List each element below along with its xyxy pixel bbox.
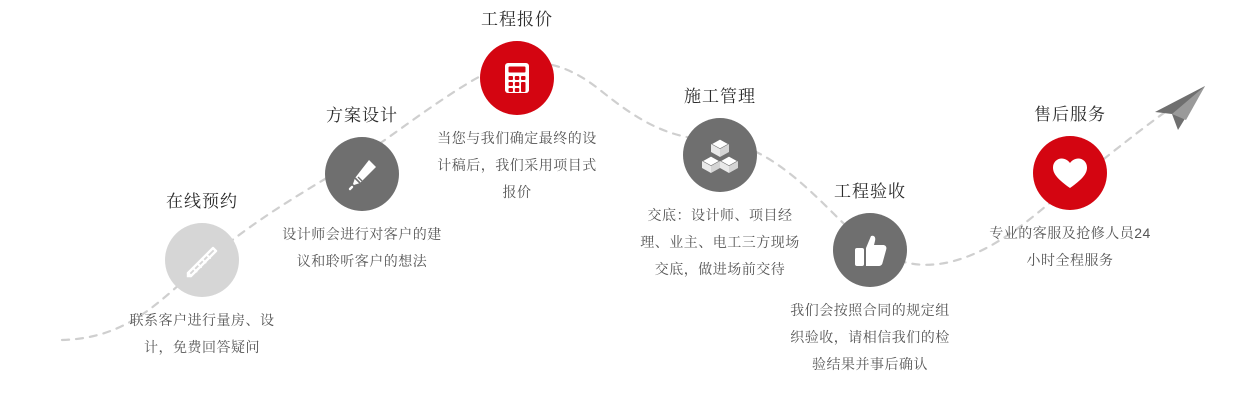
step-online-booking[interactable]	[112, 190, 292, 361]
step-icon-circle	[683, 118, 757, 192]
calculator-icon	[497, 58, 537, 98]
step-title: 售后服务	[1034, 105, 1106, 124]
step-icon-circle	[833, 213, 907, 287]
step-title: 工程验收	[834, 182, 906, 201]
step-title: 施工管理	[684, 87, 756, 106]
step-title: 方案设计	[326, 106, 398, 125]
heart-icon	[1049, 152, 1091, 194]
ruler-icon	[182, 240, 222, 280]
step-project-acceptance[interactable]	[780, 180, 960, 378]
step-description: 专业的客服及抢修人员24小时全程服务	[989, 225, 1151, 268]
step-icon-circle	[480, 41, 554, 115]
step-icon-circle	[165, 223, 239, 297]
thumbs-up-icon	[850, 230, 890, 270]
step-icon-circle	[325, 137, 399, 211]
boxes-icon	[699, 134, 741, 176]
step-description: 我们会按照合同的规定组织验收，请相信我们的检验结果并事后确认	[790, 302, 950, 372]
step-title: 工程报价	[481, 10, 553, 29]
step-description: 交底：设计师、项目经理、业主、电工三方现场交底，做进场前交待	[640, 207, 800, 277]
step-project-quotation[interactable]	[427, 8, 607, 206]
step-scheme-design[interactable]	[272, 104, 452, 275]
step-description: 联系客户进行量房、设计，免费回答疑问	[129, 312, 275, 355]
step-title: 在线预约	[166, 192, 238, 211]
pen-icon	[342, 154, 382, 194]
step-icon-circle	[1033, 136, 1107, 210]
step-after-sales-service[interactable]	[980, 103, 1160, 274]
step-description: 当您与我们确定最终的设计稿后，我们采用项目式报价	[437, 130, 597, 200]
step-description: 设计师会进行对客户的建议和聆听客户的想法	[282, 226, 442, 269]
arrow-head-icon	[1155, 86, 1205, 130]
